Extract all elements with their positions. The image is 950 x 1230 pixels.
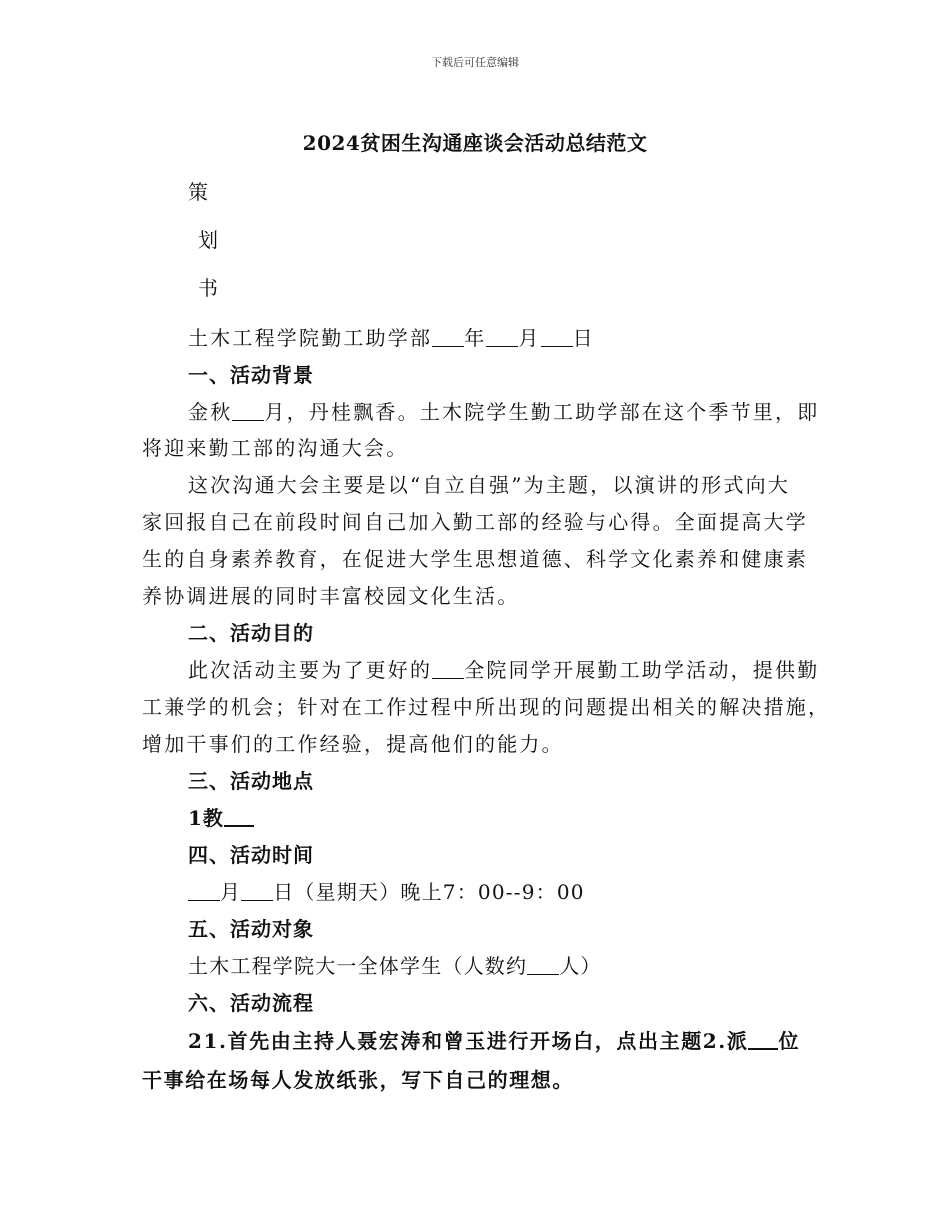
section-heading-audience: 五、活动对象 <box>188 917 314 941</box>
text-run: 人） <box>559 954 602 978</box>
section-heading-time: 四、活动时间 <box>188 843 314 867</box>
year-label: 年 <box>464 326 487 350</box>
text-run: 21.首先由主持人聂宏涛和曾玉进行开场白，点出主题2.派 <box>188 1029 749 1053</box>
audience-value <box>188 950 602 979</box>
text-run: 月 <box>220 880 242 904</box>
text-run: 位 <box>778 1029 801 1053</box>
paragraph-line: 养协调进展的同时丰富校园文化生活。 <box>142 584 520 608</box>
blank <box>432 328 464 347</box>
blank <box>241 882 273 901</box>
section-heading-process: 六、活动流程 <box>188 991 314 1015</box>
blank <box>188 882 220 901</box>
document-title: 2024贫困生沟通座谈会活动总结范文 <box>302 131 648 155</box>
blank <box>527 956 559 975</box>
page-header: 下载后可任意编辑 <box>431 56 519 69</box>
text-run: 土木工程学院大一全体学生（人数约 <box>188 954 528 978</box>
vertical-char-3: 书 <box>198 276 221 300</box>
paragraph-line: 这次沟通大会主要是以“自立自强”为主题，以演讲的形式向大 <box>188 473 791 497</box>
section-heading-background: 一、活动背景 <box>188 363 314 387</box>
text-run: 1教 <box>188 806 224 830</box>
text-run: 月，丹桂飘香。土木院学生勤工助学部在这个季节里，即 <box>264 400 820 424</box>
section-heading-purpose: 二、活动目的 <box>188 621 314 645</box>
day-label: 日 <box>572 326 595 350</box>
blank <box>748 1030 778 1050</box>
paragraph-line <box>188 654 819 683</box>
paragraph-line: 生的自身素养教育，在促进大学生思想道德、科学文化素养和健康素 <box>142 547 808 571</box>
process-line <box>188 1025 800 1054</box>
org-date-line <box>188 322 595 351</box>
location-value <box>188 802 254 831</box>
blank <box>486 328 518 347</box>
text-run: 此次活动主要为了更好的 <box>188 658 433 682</box>
month-label: 月 <box>518 326 541 350</box>
text-run: 全院同学开展勤工助学活动，提供勤 <box>464 658 820 682</box>
paragraph-line: 将迎来勤工部的沟通大会。 <box>142 436 409 460</box>
paragraph-line: 增加干事们的工作经验，提高他们的能力。 <box>142 732 564 756</box>
vertical-char-1: 策 <box>188 180 211 204</box>
vertical-char-2: 划 <box>198 228 221 252</box>
blank <box>432 660 464 679</box>
text-run: 金秋 <box>188 400 233 424</box>
blank <box>232 402 264 421</box>
blank <box>224 807 254 827</box>
org-name: 土木工程学院勤工助学部 <box>188 326 433 350</box>
blank <box>541 328 573 347</box>
time-value <box>188 876 585 905</box>
section-heading-location: 三、活动地点 <box>188 769 314 793</box>
text-run: 日（星期天）晚上7：00--9：00 <box>273 880 585 904</box>
paragraph-line: 工兼学的机会；针对在工作过程中所出现的问题提出相关的解决措施， <box>142 695 831 719</box>
process-line: 干事给在场每人发放纸张，写下自己的理想。 <box>142 1068 574 1092</box>
paragraph-line <box>188 396 819 425</box>
paragraph-line: 家回报自己在前段时间自己加入勤工部的经验与心得。全面提高大学 <box>142 510 808 534</box>
